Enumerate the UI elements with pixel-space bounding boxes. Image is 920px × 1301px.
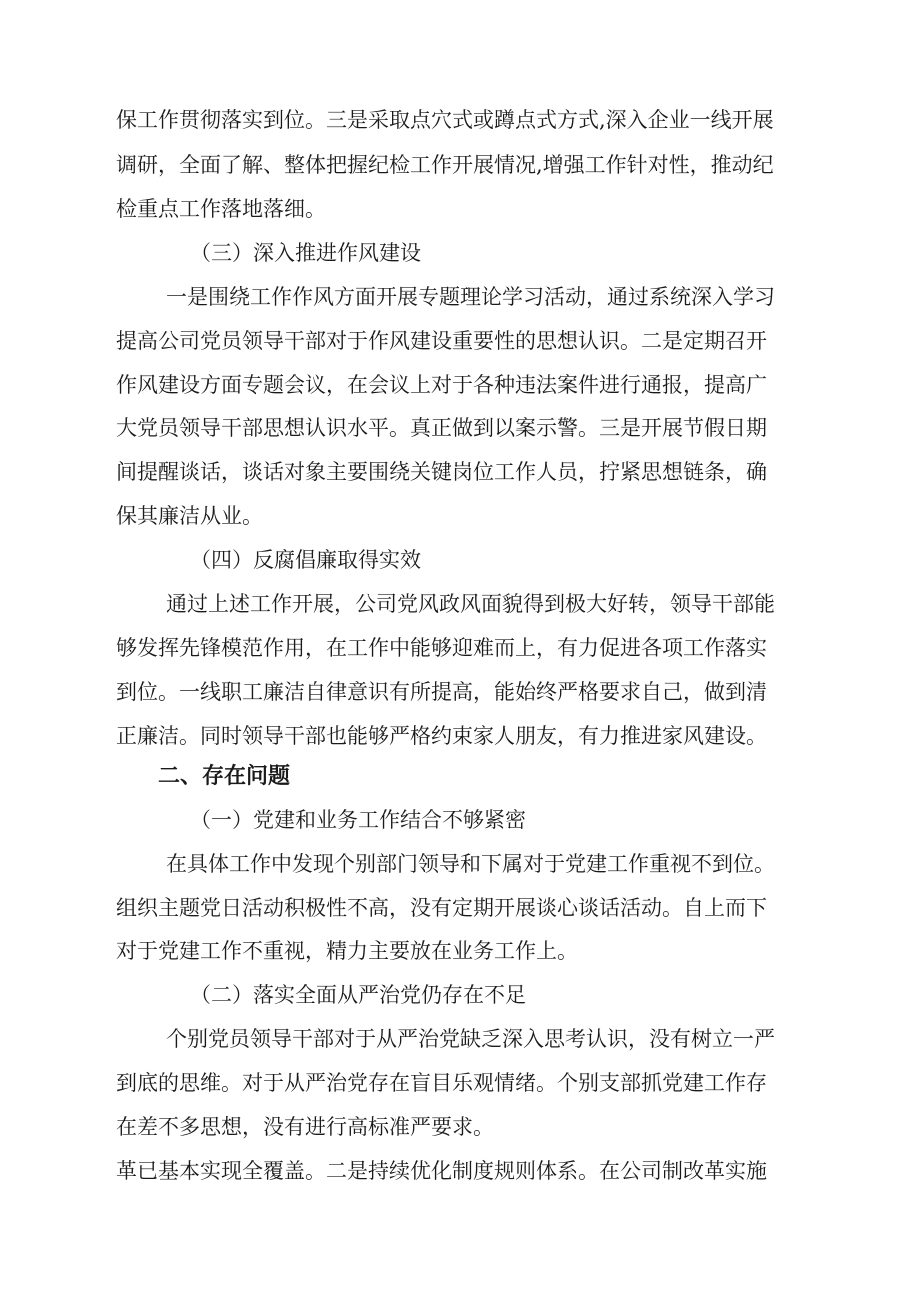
section-subheading: （一）党建和业务工作结合不够紧密 <box>190 808 526 832</box>
text-line: 大党员领导干部思想认识水平。真正做到以案示警。三是开展节假日期 <box>116 416 767 440</box>
text-line: 正廉洁。同时领导干部也能够严格约束家人朋友，有力推进家风建设。 <box>116 724 767 748</box>
text-line: 检重点工作落地落细。 <box>116 197 326 221</box>
section-heading: 二、存在问题 <box>158 764 291 789</box>
text-line: 到位。一线职工廉洁自律意识有所提高，能始终严格要求自己，做到清 <box>116 680 767 704</box>
text-line: 组织主题党日活动积极性不高，没有定期开展谈心谈话活动。自上而下 <box>116 896 767 920</box>
text-line: 一是围绕工作作风方面开展专题理论学习活动，通过系统深入学习 <box>166 285 775 309</box>
section-subheading: （二）落实全面从严治党仍存在不足 <box>190 983 526 1007</box>
text-line: 提高公司党员领导干部对于作风建设重要性的思想认识。二是定期召开 <box>116 329 767 353</box>
text-line: 调研，全面了解、整体把握纪检工作开展情况,增强工作针对性，推动纪 <box>116 153 774 177</box>
text-line: 在差不多思想，没有进行高标准严要求。 <box>116 1115 494 1139</box>
text-line: 对于党建工作不重视，精力主要放在业务工作上。 <box>116 939 578 963</box>
text-line: 够发挥先锋模范作用，在工作中能够迎难而上，有力促进各项工作落实 <box>116 636 767 660</box>
text-line: 到底的思维。对于从严治党存在盲目乐观情绪。个别支部抓党建工作存 <box>116 1071 767 1095</box>
section-subheading: （四）反腐倡廉取得实效 <box>190 548 421 572</box>
text-line: 通过上述工作开展，公司党风政风面貌得到极大好转，领导干部能 <box>166 592 775 616</box>
text-line: 作风建设方面专题会议，在会议上对于各种违法案件进行通报，提高广 <box>116 373 767 397</box>
text-line: 革已基本实现全覆盖。二是持续优化制度规则体系。在公司制改革实施 <box>116 1159 767 1183</box>
text-line: 间提醒谈话，谈话对象主要围绕关键岗位工作人员，拧紧思想链条，确 <box>116 460 767 484</box>
section-subheading: （三）深入推进作风建设 <box>190 241 421 265</box>
text-line: 在具体工作中发现个别部门领导和下属对于党建工作重视不到位。 <box>166 852 775 876</box>
text-line: 保工作贯彻落实到位。三是采取点穴式或蹲点式方式,深入企业一线开展 <box>116 108 774 132</box>
text-line: 保其廉洁从业。 <box>116 504 263 528</box>
text-line: 个别党员领导干部对于从严治党缺乏深入思考认识，没有树立一严 <box>166 1027 775 1051</box>
